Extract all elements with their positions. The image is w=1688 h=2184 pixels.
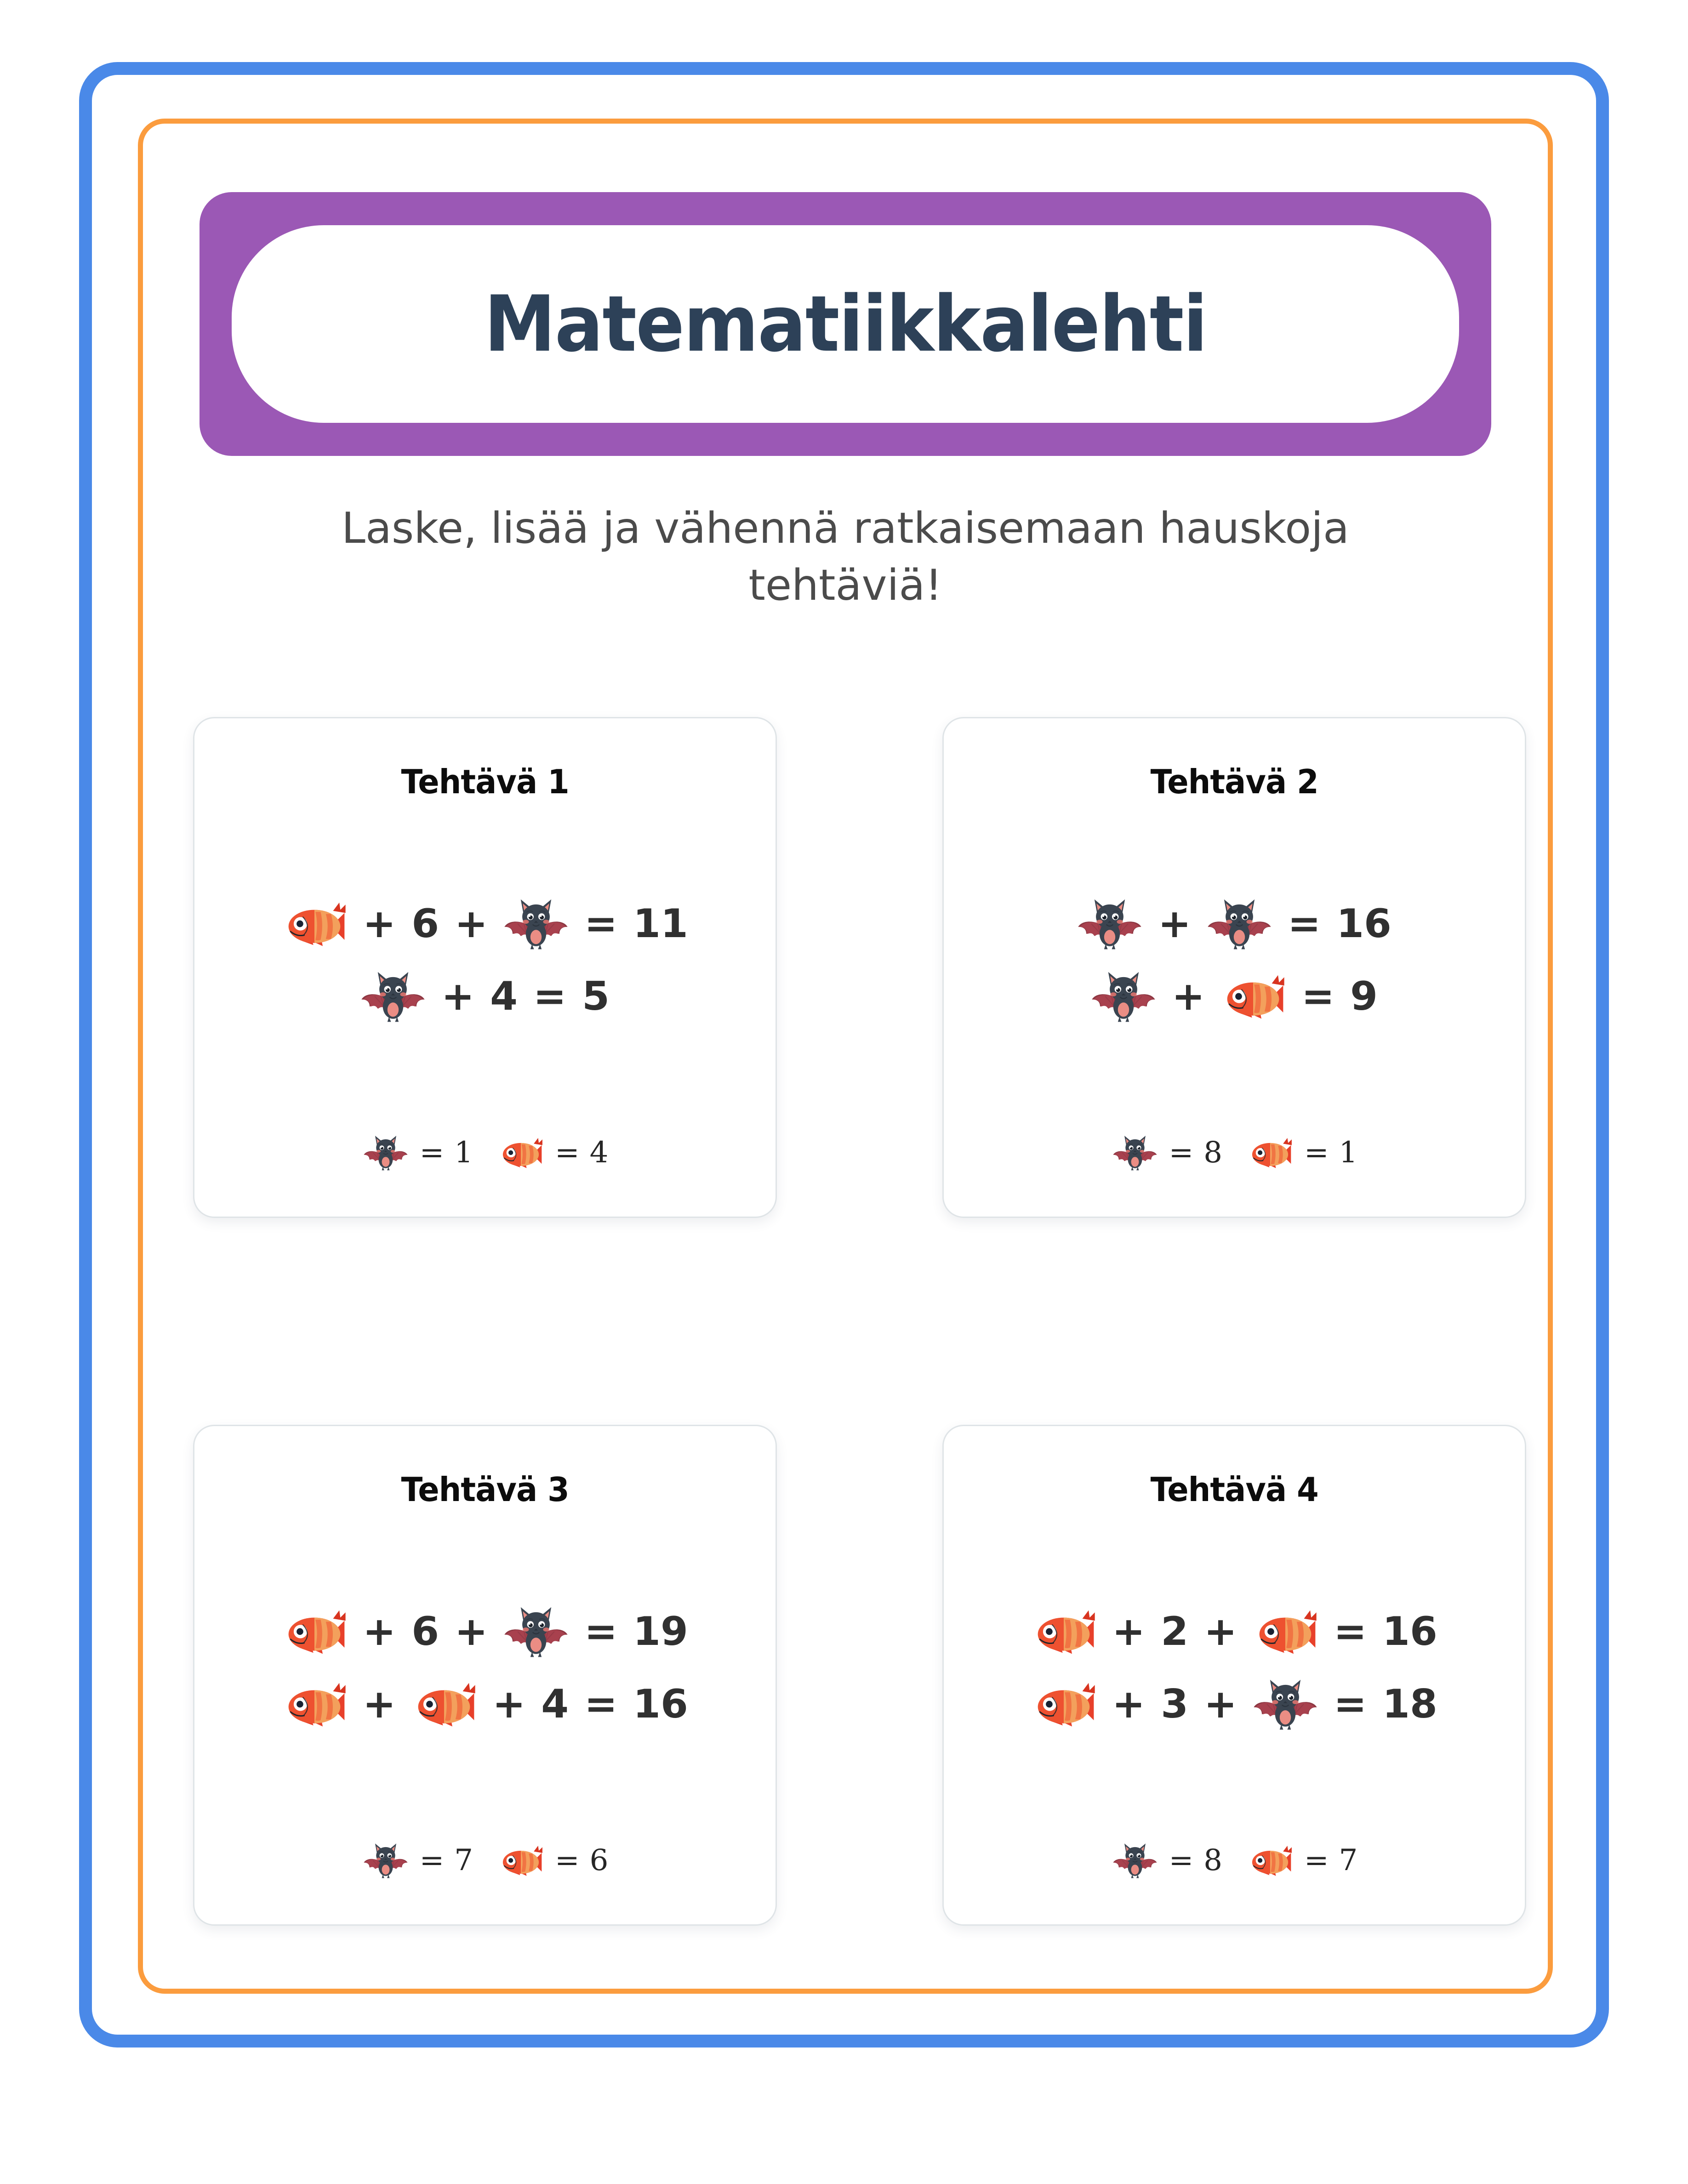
legend-value: 1	[454, 1136, 473, 1170]
legend-value: 8	[1203, 1843, 1222, 1878]
task-title: Tehtävä 4	[1150, 1470, 1318, 1509]
operator-symbol: =	[533, 973, 567, 1020]
bat-icon	[1111, 1133, 1159, 1172]
operator-symbol: =	[1169, 1843, 1194, 1878]
task-card	[193, 1425, 777, 1926]
fish-icon	[497, 1133, 545, 1172]
legend-item	[362, 1133, 473, 1172]
equation-row	[1029, 1676, 1439, 1733]
equation-row	[280, 1603, 690, 1660]
operator-symbol: =	[584, 1681, 618, 1728]
equation-row	[280, 895, 690, 952]
operator-symbol: +	[455, 1609, 488, 1655]
task-title: Tehtävä 3	[401, 1470, 569, 1509]
operator-symbol: +	[363, 1609, 396, 1655]
fish-icon	[497, 1841, 545, 1880]
legend-item	[1111, 1133, 1222, 1172]
operator-symbol: =	[1169, 1136, 1194, 1170]
page-subtitle: Laske, lisää ja vähennä ratkaisemaan hauskoja tehtäviä!	[342, 503, 1349, 610]
answer-legend	[362, 1133, 609, 1172]
number-value: 2	[1161, 1609, 1189, 1655]
number-value: 16	[1382, 1609, 1437, 1655]
operator-symbol: =	[1334, 1609, 1367, 1655]
answer-legend	[362, 1841, 609, 1880]
fish-icon	[280, 1676, 349, 1733]
operator-symbol: +	[1172, 973, 1205, 1020]
fish-icon	[410, 1676, 479, 1733]
answer-legend	[1111, 1841, 1358, 1880]
number-value: 4	[541, 1681, 569, 1728]
bat-icon	[1075, 895, 1144, 952]
operator-symbol: +	[492, 1681, 526, 1728]
legend-value: 7	[1339, 1843, 1358, 1878]
equation-row	[1089, 968, 1380, 1025]
fish-icon	[1219, 968, 1288, 1025]
fish-icon	[1246, 1841, 1294, 1880]
operator-symbol: =	[1301, 973, 1335, 1020]
number-value: 6	[411, 901, 439, 947]
fish-icon	[1029, 1676, 1098, 1733]
operator-symbol: =	[1304, 1136, 1329, 1170]
legend-value: 4	[589, 1136, 609, 1170]
task-title: Tehtävä 2	[1150, 762, 1318, 802]
operator-symbol: =	[1334, 1681, 1367, 1728]
operator-symbol: =	[1288, 901, 1321, 947]
number-value: 6	[411, 1609, 439, 1655]
legend-item	[362, 1841, 473, 1880]
bat-icon	[359, 968, 428, 1025]
fish-icon	[1029, 1603, 1098, 1660]
operator-symbol: =	[555, 1843, 580, 1878]
number-value: 16	[1336, 901, 1391, 947]
operator-symbol: +	[1204, 1609, 1237, 1655]
number-value: 3	[1161, 1681, 1189, 1728]
bat-icon	[1205, 895, 1274, 952]
operator-symbol: +	[1112, 1609, 1146, 1655]
number-value: 4	[490, 973, 518, 1020]
operator-symbol: +	[363, 901, 396, 947]
bat-icon	[502, 1603, 570, 1660]
bat-icon	[1251, 1676, 1320, 1733]
equation-row	[1075, 895, 1393, 952]
legend-value: 7	[454, 1843, 473, 1878]
operator-symbol: +	[1204, 1681, 1237, 1728]
bat-icon	[1089, 968, 1158, 1025]
equation-list	[962, 806, 1506, 1115]
task-card	[942, 1425, 1526, 1926]
operator-symbol: =	[584, 901, 618, 947]
task-title: Tehtävä 1	[401, 762, 569, 802]
equation-row	[280, 1676, 690, 1733]
number-value: 19	[633, 1609, 688, 1655]
answer-legend	[1111, 1133, 1358, 1172]
operator-symbol: =	[1304, 1843, 1329, 1878]
number-value: 11	[633, 901, 688, 947]
title-pill	[232, 225, 1459, 423]
legend-item	[1111, 1841, 1222, 1880]
equation-list	[213, 806, 757, 1115]
number-value: 5	[582, 973, 610, 1020]
task-grid	[193, 717, 1526, 1926]
legend-item	[1246, 1841, 1357, 1880]
legend-item	[497, 1841, 608, 1880]
legend-item	[1246, 1133, 1357, 1172]
operator-symbol: =	[419, 1843, 445, 1878]
fish-icon	[1251, 1603, 1320, 1660]
task-card	[942, 717, 1526, 1218]
legend-value: 1	[1339, 1136, 1358, 1170]
operator-symbol: =	[584, 1609, 618, 1655]
fish-icon	[280, 895, 349, 952]
legend-item	[497, 1133, 608, 1172]
equation-row	[359, 968, 611, 1025]
operator-symbol: +	[1112, 1681, 1146, 1728]
page-title: Matematiikkalehti	[484, 279, 1207, 369]
task-card	[193, 717, 777, 1218]
legend-value: 8	[1203, 1136, 1222, 1170]
operator-symbol: +	[363, 1681, 396, 1728]
operator-symbol: =	[555, 1136, 580, 1170]
equation-list	[213, 1513, 757, 1822]
bat-icon	[362, 1133, 410, 1172]
fish-icon	[280, 1603, 349, 1660]
legend-value: 6	[589, 1843, 609, 1878]
operator-symbol: +	[455, 901, 488, 947]
worksheet-content	[138, 119, 1553, 1994]
operator-symbol: =	[419, 1136, 445, 1170]
bat-icon	[362, 1841, 410, 1880]
bat-icon	[1111, 1841, 1159, 1880]
title-banner	[200, 192, 1491, 456]
number-value: 18	[1382, 1681, 1437, 1728]
number-value: 16	[633, 1681, 688, 1728]
operator-symbol: +	[441, 973, 475, 1020]
bat-icon	[502, 895, 570, 952]
equation-row	[1029, 1603, 1439, 1660]
operator-symbol: +	[1158, 901, 1192, 947]
number-value: 9	[1350, 973, 1378, 1020]
fish-icon	[1246, 1133, 1294, 1172]
equation-list	[962, 1513, 1506, 1822]
